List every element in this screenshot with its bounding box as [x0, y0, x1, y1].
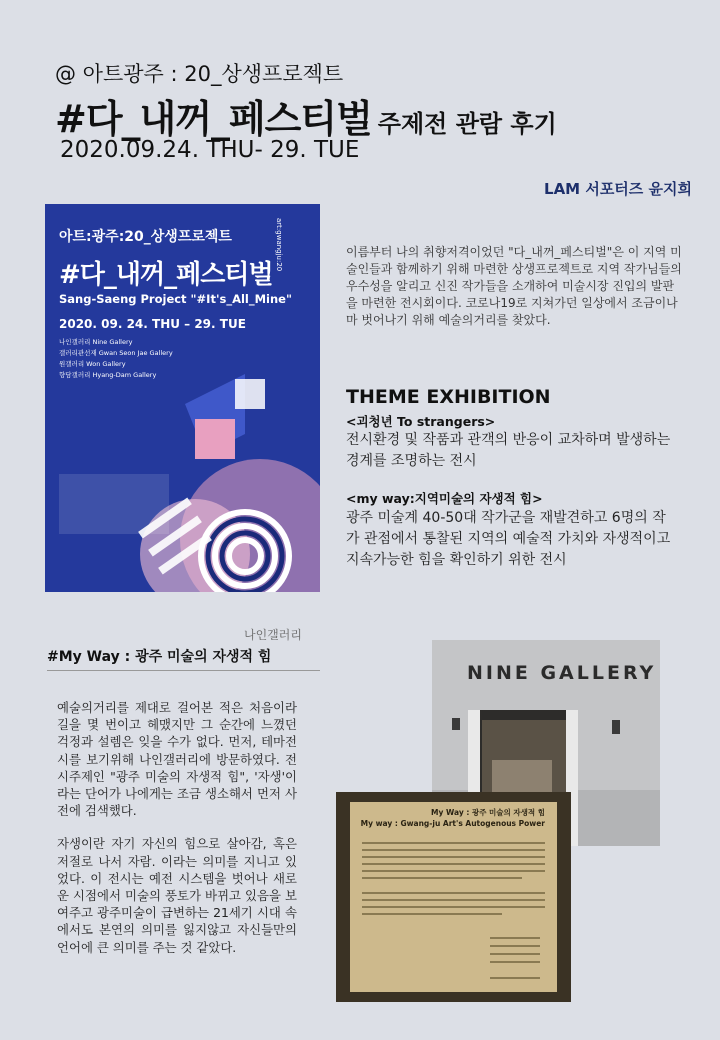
panel-text-line — [490, 977, 540, 979]
poster-gallery: 원갤러리 Won Gallery — [59, 360, 126, 368]
poster-url: art:gwangju:20 — [275, 218, 283, 272]
panel-text-line — [362, 863, 545, 865]
panel-title-en: My way : Gwang-ju Art's Autogenous Power — [360, 819, 545, 828]
poster-title: #다_내꺼_페스티벌 — [59, 260, 273, 290]
panel-title-ko: My Way : 광주 미술의 자생적 힘 — [431, 808, 545, 817]
poster-brand: 아트:광주:20_상생프로젝트 — [59, 229, 232, 245]
poster-galleries — [59, 337, 173, 381]
poster-date: 2020. 09. 24. THU – 29. TUE — [59, 317, 246, 331]
wall-text-photo — [336, 792, 571, 1002]
theme-heading: THEME EXHIBITION — [346, 386, 551, 408]
wall-text-panel — [350, 802, 557, 992]
panel-text-line — [362, 892, 545, 894]
poster-gallery: 갤러리관선재 Gwan Seon Jae Gallery — [59, 349, 173, 357]
panel-text-line — [490, 937, 540, 939]
festival-poster — [45, 204, 320, 592]
exhibition-date: 2020.09.24. THU- 29. TUE — [60, 137, 360, 163]
panel-text-line — [490, 953, 540, 955]
panel-text-line — [490, 961, 540, 963]
author-credit: LAM 서포터즈 윤지희 — [544, 180, 692, 198]
theme-item-desc: 광주 미술계 40-50대 작가군을 재발견하고 6명의 작가 관점에서 통찰된 지역의 예술적 가치와 자생적이고 지속가능한 힘을 확인하기 위한 전시 — [346, 510, 671, 568]
panel-text-line — [362, 899, 545, 901]
title-suffix: 주제전 관람 후기 — [377, 110, 557, 138]
review-body — [57, 699, 297, 972]
panel-text-line — [362, 870, 545, 872]
gallery-label: 나인갤러리 — [244, 628, 302, 642]
panel-text-line — [362, 849, 545, 851]
panel-text-line — [362, 906, 545, 908]
review-paragraph: 자생이란 자기 자신의 힘으로 살아감, 혹은 저절로 나서 자람. 이라는 의미를 지니고 있었다. 이 전시는 예전 시스템을 벗어나 새로운 시점에서 미술의 풍토가 바뀌고 있음을 보여주고 광주미술이 급변하는 21세기 시대 속에서도 본연의 의미를 잃지않고 자신들만의 언어에 큰 의미를 주는 것 같았다. — [57, 836, 297, 955]
intro-paragraph: 이름부터 나의 취향저격이었던 "다_내꺼_페스티벌"은 이 지역 미술인들과 함께하기 위해 마련한 상생프로젝트로 지역 작가님들의 우수성을 알리고 신진 작가들을 소개하여 미술시장 진입의 발판을 마련한 전시회이다. 코로나19로 지쳐가던 일상에서 조금이나마 벗어나기 위해 예술의거리를 찾았다. — [346, 245, 682, 327]
title-main: #다_내꺼_페스티벌 — [55, 97, 372, 141]
header-subtitle: @ 아트광주 : 20_상생프로젝트 — [55, 62, 344, 86]
panel-text-line — [362, 842, 545, 844]
panel-text-line — [362, 856, 545, 858]
panel-text-line — [362, 877, 522, 879]
poster-shape — [235, 379, 265, 409]
panel-text-line — [362, 913, 502, 915]
theme-item-title: <my way:지역미술의 자생적 힘> — [346, 491, 543, 506]
poster-gallery: 나인갤러리 Nine Gallery — [59, 338, 133, 346]
theme-item-title: <괴청년 To strangers> — [346, 414, 496, 429]
gallery-sign: NINE GALLERY — [467, 662, 657, 684]
poster-shape — [195, 419, 235, 459]
page-title — [55, 88, 557, 143]
review-paragraph: 예술의거리를 제대로 걸어본 적은 처음이라 길을 몇 번이고 헤맸지만 그 순간에 느꼈던 걱정과 설렘은 잊을 수가 없다. 먼저, 테마전시를 보기위해 나인갤러리에 방문하였다. 전시주제인 "광주 미술의 자생적 힘", '자생'이라는 단어가 나에게는 조금 생소해서 먼저 사전에 검색했다. — [57, 700, 297, 819]
section-heading: #My Way : 광주 미술의 자생적 힘 — [47, 646, 320, 671]
poster-gallery: 향담갤러리 Hyang-Dam Gallery — [59, 371, 157, 379]
poster-subtitle: Sang-Saeng Project "#It's_All_Mine" — [59, 292, 292, 306]
panel-text-line — [490, 945, 540, 947]
theme-item-desc: 전시환경 및 작품과 관객의 반응이 교차하며 발생하는 경계를 조명하는 전시 — [346, 432, 671, 469]
